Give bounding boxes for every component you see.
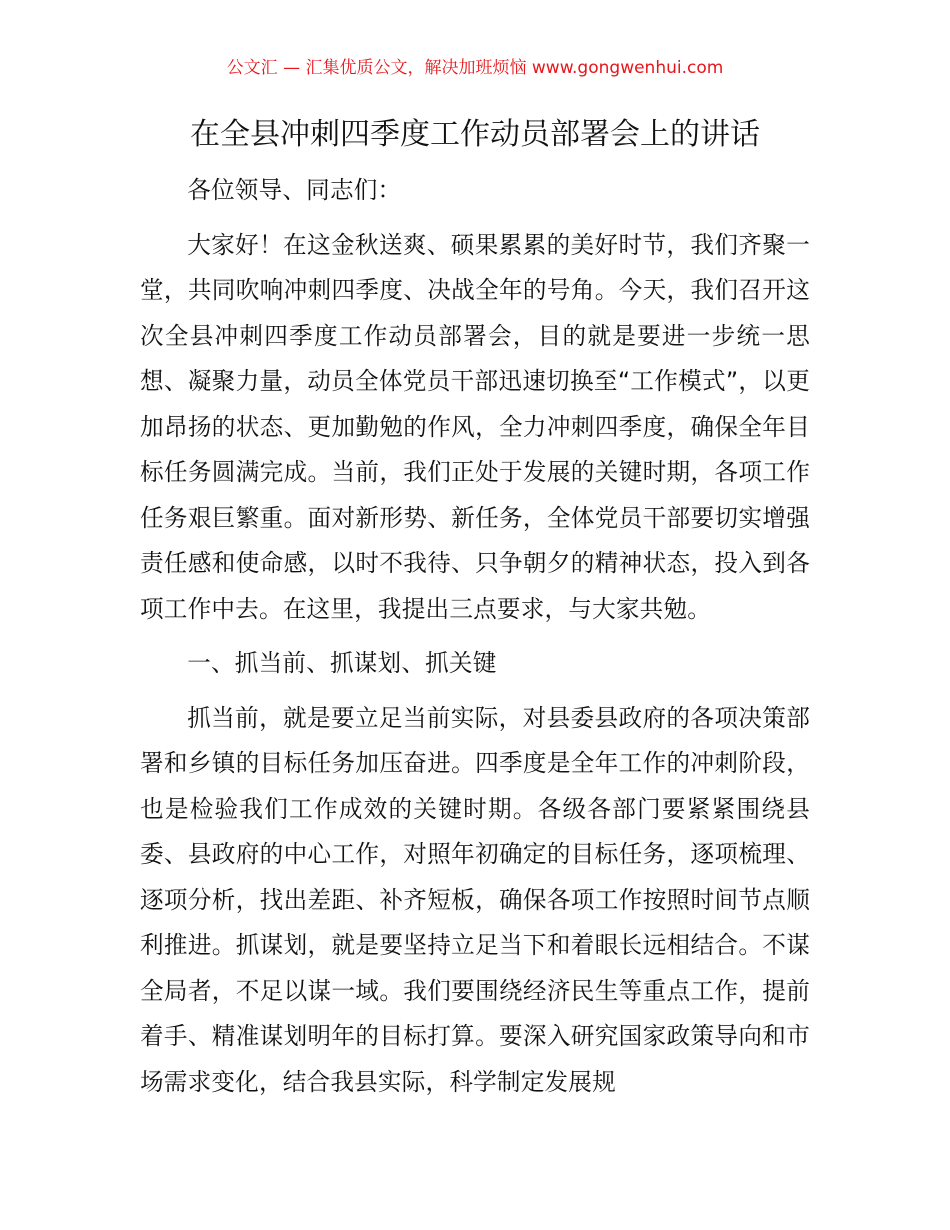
salutation: 各位领导、同志们：: [187, 176, 402, 204]
header-banner: 公文汇 — 汇集优质公文，解决加班烦恼 www.gongwenhui.com: [226, 58, 724, 78]
section-heading: 一、抓当前、抓谋划、抓关键: [187, 649, 497, 677]
paragraph-section-one: 抓当前，就是要立足当前实际，对县委县政府的各项决策部署和乡镇的目标任务加压奋进。四季度是全年工作的冲刺阶段，也是检验我们工作成效的关键时期。各级各部门要紧紧围绕县委、县政府的中心工作，对照年初确定的目标任务，逐项梳理、逐项分析，找出差距、补齐短板，确保各项工作按照时间节点顺利推进。抓谋划，就是要坚持立足当下和着眼长远相结合。不谋全局者，不足以谋一域。我们要围绕经济民生等重点工作，提前着手、精准谋划明年的目标打算。要深入研究国家政策导向和市场需求变化，结合我县实际，科学制定发展规: [140, 703, 810, 1096]
document-title: 在全县冲刺四季度工作动员部署会上的讲话: [190, 117, 760, 152]
document-body: [140, 168, 810, 1114]
paragraph-opening: 大家好！在这金秋送爽、硕果累累的美好时节，我们齐聚一堂，共同吹响冲刺四季度、决战全年的号角。今天，我们召开这次全县冲刺四季度工作动员部署会，目的就是要进一步统一思想、凝聚力量，动员全体党员干部迅速切换至“工作模式”，以更加昂扬的状态、更加勤勉的作风，全力冲刺四季度，确保全年目标任务圆满完成。当前，我们正处于发展的关键时期，各项工作任务艰巨繁重。面对新形势、新任务，全体党员干部要切实增强责任感和使命感，以时不我待、只争朝夕的精神状态，投入到各项工作中去。在这里，我提出三点要求，与大家共勉。: [140, 230, 810, 623]
